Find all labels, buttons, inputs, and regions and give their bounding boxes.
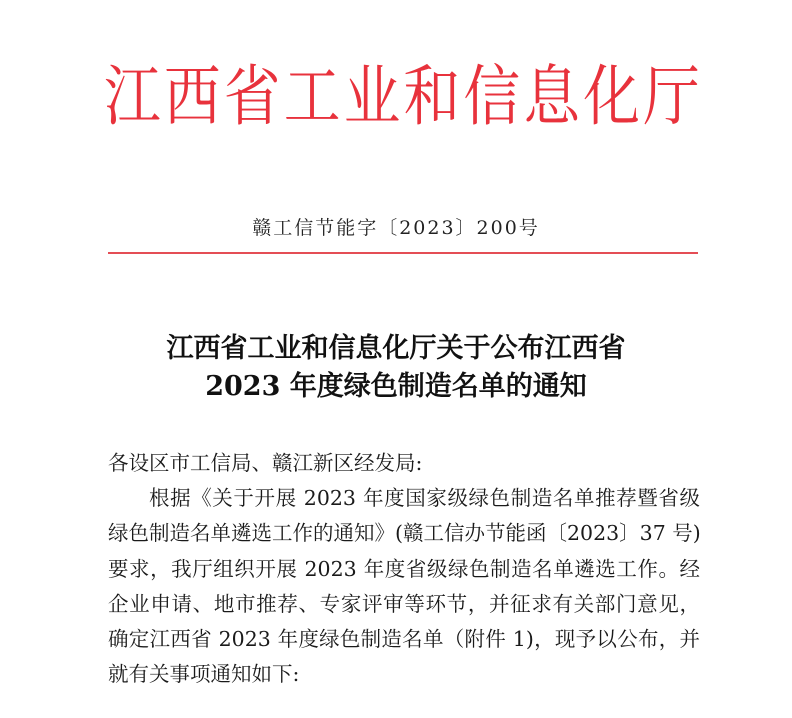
masthead-char: 省	[223, 58, 281, 135]
body-line: 绿色制造名单遴选工作的通知》(赣工信办节能函〔2023〕37 号)	[108, 521, 701, 546]
salutation: 各设区市工信局、赣江新区经发局:	[108, 451, 423, 475]
masthead-char: 工	[283, 58, 341, 135]
title-line-2: 2023 年度绿色制造名单的通知	[205, 371, 587, 402]
body-line: 要求，我厅组织开展 2023 年度省级绿色制造名单遴选工作。经	[108, 556, 700, 581]
body-line: 确定江西省 2023 年度绿色制造名单（附件 1)，现予以公布，并	[108, 626, 700, 651]
issuing-authority-masthead	[104, 52, 700, 142]
masthead-char: 江	[104, 58, 161, 135]
body-line: 就有关事项通知如下:	[108, 662, 300, 687]
masthead-char: 业	[343, 58, 401, 135]
masthead-char: 化	[583, 58, 640, 135]
document-number: 赣工信节能字〔2023〕200号	[252, 217, 540, 239]
document-body	[108, 446, 700, 692]
document-title	[0, 330, 792, 406]
title-line-1: 江西省工业和信息化厅关于公布江西省	[166, 333, 626, 364]
masthead-char: 信	[463, 58, 521, 135]
masthead-char: 西	[163, 58, 221, 135]
masthead-char: 息	[523, 58, 581, 135]
masthead-char: 厅	[643, 58, 700, 135]
masthead-char: 和	[403, 58, 461, 135]
body-line: 企业申请、地市推荐、专家评审等环节，并征求有关部门意见，	[108, 591, 700, 616]
red-divider-rule	[108, 252, 698, 254]
body-line: 根据《关于开展 2023 年度国家级绿色制造名单推荐暨省级	[149, 486, 700, 511]
